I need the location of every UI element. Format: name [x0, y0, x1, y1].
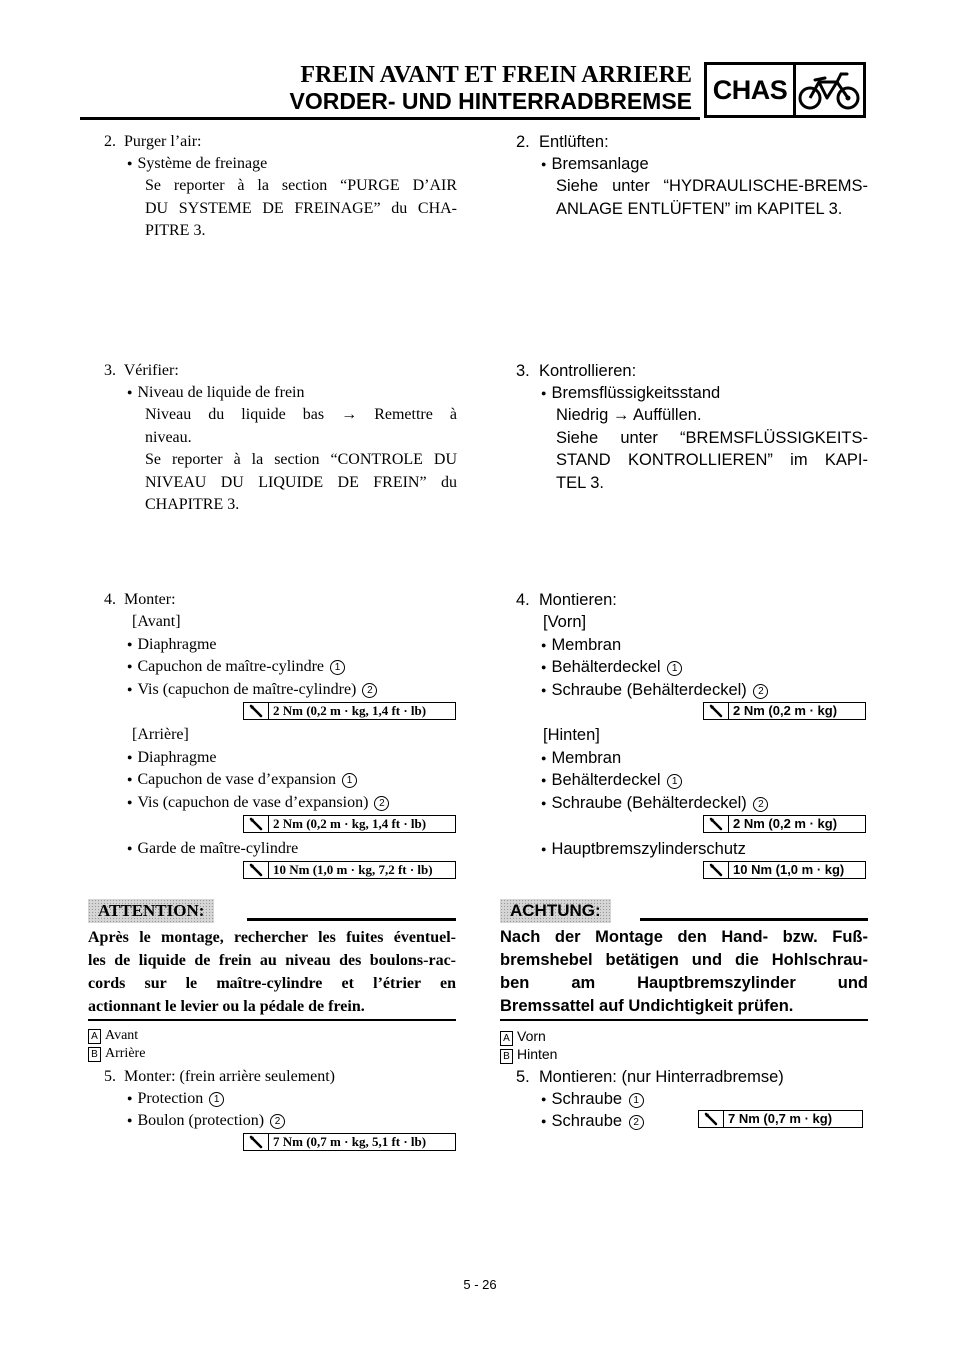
de-torque-spec-3 — [703, 861, 866, 879]
header-rule — [80, 117, 700, 120]
fr-attention-end-rule — [88, 1019, 456, 1021]
de-step4-front-item2: ● Behälterdeckel 1 — [541, 656, 682, 680]
de-legend-b: B Hinten — [500, 1045, 557, 1064]
de-step4-front: [Vorn] — [543, 613, 587, 631]
fr-step4-rear-item4: ● Garde de maître-cylindre — [127, 838, 298, 861]
de-attention-end-rule — [500, 1019, 868, 1021]
fr-step2-title: 2. Purger l’air: — [104, 133, 202, 150]
callout-2: 2 — [374, 796, 389, 811]
de-step3-line1: Niedrig → Auffüllen. — [556, 406, 702, 424]
wrench-icon — [704, 816, 729, 832]
de-attention-line2: bremshebel betätigen und die Hohlschrau- — [500, 951, 868, 969]
callout-2: 2 — [270, 1114, 285, 1129]
callout-2: 2 — [362, 683, 377, 698]
fr-step4-front-item1: ● Diaphragme — [127, 634, 217, 657]
fr-step4-rear-item3: ● Vis (capuchon de vase d’expansion) 2 — [127, 792, 389, 815]
wrench-icon — [244, 816, 269, 832]
fr-step5-title: 5. Monter: (frein arrière seulement) — [104, 1068, 336, 1085]
callout-1: 1 — [342, 773, 357, 788]
de-step4-title: 4. Montieren: — [516, 591, 617, 609]
de-attention-rule — [640, 918, 868, 921]
de-step5-title: 5. Montieren: (nur Hinterradbremse) — [516, 1068, 784, 1086]
de-step5-item2: ● Schraube 2 — [541, 1110, 644, 1134]
fr-step3-title: 3. Vérifier: — [104, 362, 179, 379]
fr-attention-line2: les de liquide de frein au niveau des boulons-rac- — [88, 952, 456, 969]
fr-torque-spec-2 — [243, 815, 456, 833]
de-step3-title: 3. Kontrollieren: — [516, 362, 637, 380]
torque-value: 2 Nm (0,2 m · kg) — [733, 703, 838, 718]
de-step4-front-item1: ● Membran — [541, 634, 621, 658]
callout-1: 1 — [209, 1092, 224, 1107]
callout-1: 1 — [667, 774, 682, 789]
callout-1: 1 — [667, 661, 682, 676]
de-torque-spec-4 — [698, 1110, 863, 1128]
fr-step3-line1: Niveau du liquide bas → Remettre à — [145, 406, 457, 423]
wrench-icon — [244, 862, 269, 878]
de-step3-line4: TEL 3. — [556, 474, 604, 492]
section-badge — [704, 62, 866, 118]
fr-attention-label: ATTENTION: — [88, 899, 214, 923]
torque-value: 10 Nm (1,0 m · kg, 7,2 ft · lb) — [273, 862, 433, 877]
fr-step3-line2: niveau. — [145, 429, 192, 446]
fr-attention-line1: Après le montage, rechercher les fuites éventuel- — [88, 929, 456, 946]
fr-step2-line2: DU SYSTEME DE FREINAGE” du CHA- — [145, 200, 457, 217]
fr-step4-rear-item2: ● Capuchon de vase d’expansion 1 — [127, 769, 357, 792]
de-step4-front-item3: ● Schraube (Behälterdeckel) 2 — [541, 679, 768, 703]
fr-step4-front: [Avant] — [132, 613, 181, 630]
de-step4-rear-item4: ● Hauptbremszylinderschutz — [541, 838, 746, 862]
title-fr: FREIN AVANT ET FREIN ARRIERE — [300, 62, 692, 88]
fr-step5-item2: ● Boulon (protection) 2 — [127, 1110, 285, 1133]
de-attention-line1: Nach der Montage den Hand- bzw. Fuß- — [500, 928, 868, 946]
de-step2-title: 2. Entlüften: — [516, 133, 609, 151]
fr-step3-line4: NIVEAU DU LIQUIDE DE FREIN” du — [145, 474, 457, 491]
callout-2: 2 — [753, 797, 768, 812]
fr-attention-line4: actionnant le levier ou la pédale de frein. — [88, 998, 365, 1015]
torque-value: 7 Nm (0,7 m · kg, 5,1 ft · lb) — [273, 1134, 427, 1149]
wrench-icon — [704, 703, 729, 719]
wrench-icon — [244, 1134, 269, 1150]
de-step3-line2: Siehe unter “BREMSFLÜSSIGKEITS- — [556, 429, 868, 447]
torque-value: 10 Nm (1,0 m · kg) — [733, 862, 845, 877]
fr-legend-a: A Avant — [88, 1027, 138, 1045]
fr-step4-rear: [Arrière] — [132, 726, 189, 743]
callout-1: 1 — [629, 1093, 644, 1108]
de-step5-item1: ● Schraube 1 — [541, 1088, 644, 1112]
fr-step3-line3: Se reporter à la section “CONTROLE DU — [145, 451, 457, 468]
fr-step3-bullet: ● Niveau de liquide de frein — [127, 382, 304, 405]
fr-legend-b: B Arrière — [88, 1045, 145, 1063]
torque-value: 2 Nm (0,2 m · kg, 1,4 ft · lb) — [273, 816, 427, 831]
de-torque-spec-1 — [703, 702, 866, 720]
de-step3-bullet: ● Bremsflüssigkeitsstand — [541, 382, 720, 406]
section-label: CHAS — [707, 65, 796, 115]
torque-value: 7 Nm (0,7 m · kg) — [728, 1111, 833, 1126]
de-step4-rear: [Hinten] — [543, 726, 600, 744]
callout-2: 2 — [629, 1115, 644, 1130]
de-attention-label: ACHTUNG: — [500, 899, 611, 923]
fr-step2-bullet: ● Système de freinage — [127, 153, 267, 176]
de-legend-a: A Vorn — [500, 1027, 546, 1046]
de-step4-rear-item1: ● Membran — [541, 747, 621, 771]
fr-attention-line3: cords sur le maître-cylindre et l’étrier en — [88, 975, 456, 992]
callout-2: 2 — [753, 684, 768, 699]
fr-step4-title: 4. Monter: — [104, 591, 176, 608]
fr-step2-line1: Se reporter à la section “PURGE D’AIR — [145, 177, 457, 194]
de-step2-line1: Siehe unter “HYDRAULISCHE-BREMS- — [556, 177, 868, 195]
fr-step2-line3: PITRE 3. — [145, 222, 206, 239]
fr-step5-item1: ● Protection 1 — [127, 1088, 224, 1111]
fr-torque-spec-3 — [243, 861, 456, 879]
fr-torque-spec-1 — [243, 702, 456, 720]
wrench-icon — [699, 1111, 724, 1127]
wrench-icon — [704, 862, 729, 878]
motorcycle-icon — [796, 65, 863, 115]
torque-value: 2 Nm (0,2 m · kg, 1,4 ft · lb) — [273, 703, 427, 718]
fr-step4-front-item3: ● Vis (capuchon de maître-cylindre) 2 — [127, 679, 377, 702]
de-step3-line3: STAND KONTROLLIEREN” im KAPI- — [556, 451, 868, 469]
fr-step4-front-item2: ● Capuchon de maître-cylindre 1 — [127, 656, 345, 679]
de-step4-rear-item2: ● Behälterdeckel 1 — [541, 769, 682, 793]
de-step2-bullet: ● Bremsanlage — [541, 153, 649, 177]
de-attention-line4: Bremssattel auf Undichtigkeit prüfen. — [500, 997, 794, 1015]
de-torque-spec-2 — [703, 815, 866, 833]
fr-torque-spec-4 — [243, 1133, 456, 1151]
title-de: VORDER- UND HINTERRADBREMSE — [289, 88, 692, 114]
fr-step3-line5: CHAPITRE 3. — [145, 496, 240, 513]
de-step4-rear-item3: ● Schraube (Behälterdeckel) 2 — [541, 792, 768, 816]
page-number: 5 - 26 — [463, 1277, 497, 1292]
fr-attention-rule — [247, 918, 456, 921]
de-attention-line3: ben am Hauptbremszylinder und — [500, 974, 868, 992]
wrench-icon — [244, 703, 269, 719]
torque-value: 2 Nm (0,2 m · kg) — [733, 816, 838, 831]
de-step2-line2: ANLAGE ENTLÜFTEN” im KAPITEL 3. — [556, 200, 843, 218]
fr-step4-rear-item1: ● Diaphragme — [127, 747, 217, 770]
callout-1: 1 — [330, 660, 345, 675]
